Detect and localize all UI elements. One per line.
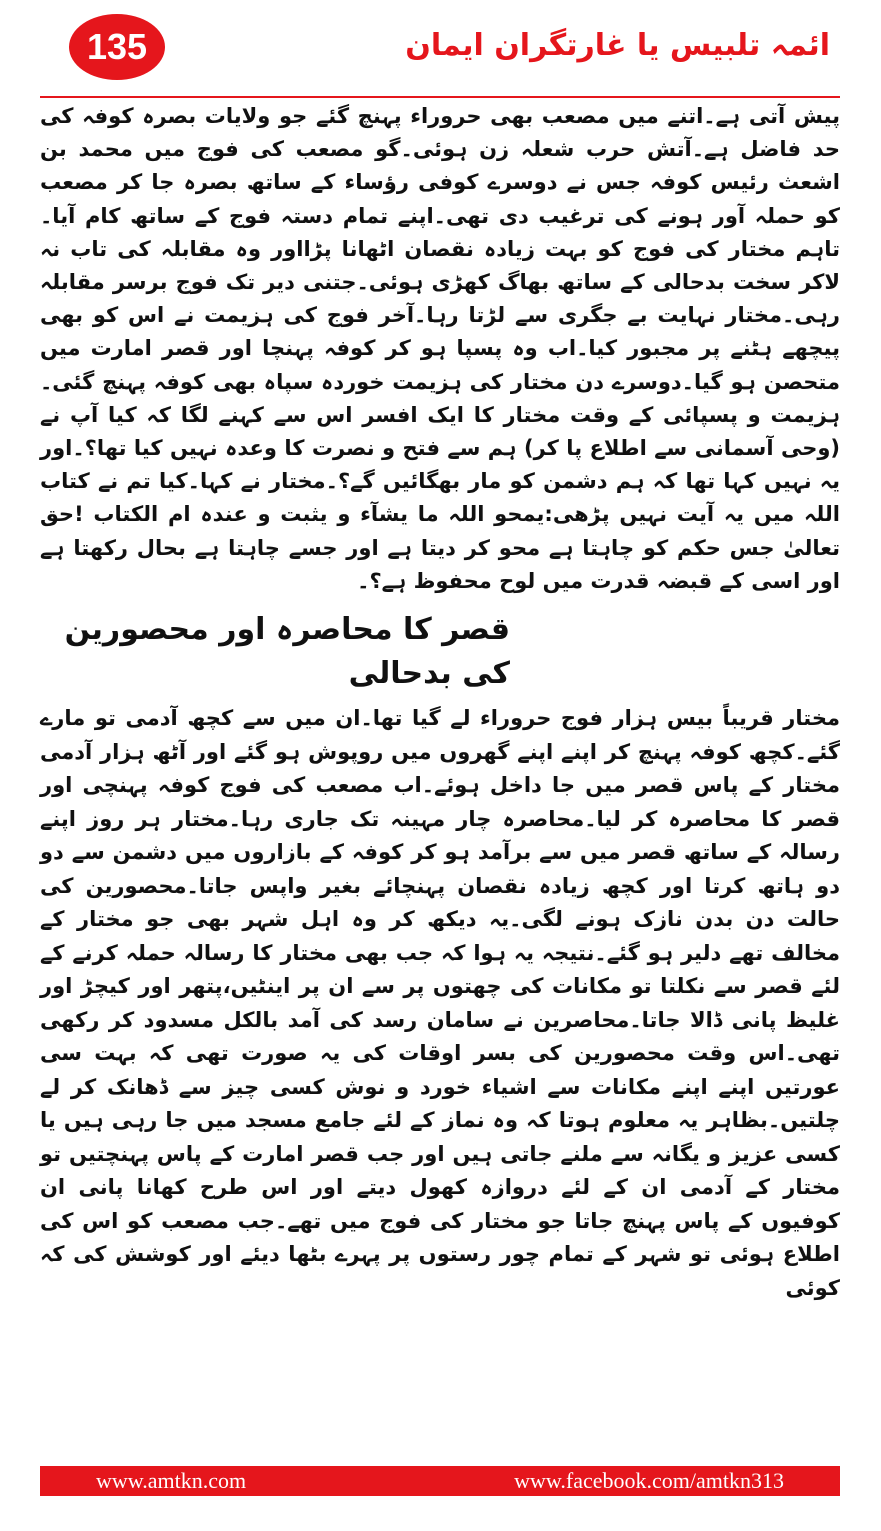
footer-bar bbox=[40, 1466, 840, 1496]
book-title: ائمہ تلبیس یا غارتگران ایمان bbox=[405, 28, 830, 63]
page-number-badge: 135 bbox=[69, 14, 165, 80]
facebook-link[interactable]: www.facebook.com/amtkn313 bbox=[514, 1468, 784, 1493]
page-header bbox=[40, 0, 840, 100]
body-paragraph: پیش آتی ہے۔اتنے میں مصعب بھی حروراء پہنچ گئے جو ولایات بصرہ کوفہ کی حد فاضل ہے۔آتش حرب شعلہ زن ہوئی۔گو مصعب کی فوج میں محمد بن اشعث رئیس کوفہ جس نے دوسرے کوفی رؤساء کے ساتھ بصرہ جا کر مصعب کو حملہ آور ہونے کی ترغیب دی تھی۔اپنے تمام دستہ فوج کے ساتھ کام آیا۔تاہم مختار کی فوج کو بہت زیادہ نقصان اٹھانا پڑااور وہ مقابلہ کی تاب نہ لاکر سخت بدحالی کے ساتھ بھاگ کھڑی ہوئی۔جتنی دیر تک فوج برسر مقابلہ رہی۔مختار نہایت بے جگری سے لڑتا رہا۔آخر فوج کی ہزیمت نے اس کو بھی پیچھے ہٹنے پر مجبور کیا۔اب وہ پسپا ہو کر کوفہ پہنچا اور قصر امارت میں متحصن ہو گیا۔دوسرے دن مختار کی ہزیمت خوردہ سپاہ بھی کوفہ پہنچ گئی۔ہزیمت و پسپائی کے وقت مختار کا ایک افسر اس سے کہنے لگا کہ کیا آپ نے (وحی آسمانی سے اطلاع پا کر) ہم سے فتح و نصرت کا وعدہ نہیں کیا تھا؟۔اور یہ نہیں کہا تھا کہ ہم دشمن کو مار بھگائیں گے؟۔مختار نے کہا۔کیا تم نے کتاب اللہ میں یہ آیت نہیں پڑھی:یمحو اللہ ما یشآء و یثبت و عندہ ام الکتاب !حق تعالیٰ جس حکم کو چاہتا ہے محو کر دیتا ہے اور جسے چاہتا ہے بحال رکھتا ہے اور اسی کے قبضہ قدرت میں لوح محفوظ ہے؟۔ bbox=[40, 104, 840, 593]
header-divider bbox=[40, 96, 840, 98]
section-heading: قصر کا محاصرہ اور محصورین کی بدحالی bbox=[64, 612, 510, 692]
page-body bbox=[40, 100, 840, 1305]
body-paragraph: مختار قریباً بیس ہزار فوج حروراء لے گیا تھا۔ان میں سے کچھ آدمی تو مارے گئے۔کچھ کوفہ پہنچ کر اپنے اپنے گھروں میں روپوش ہو گئے اور آٹھ ہزار آدمی مختار کے پاس قصر میں جا داخل ہوئے۔اب مصعب کی فوج کوفہ پہنچی اور قصر کا محاصرہ کر لیا۔محاصرہ چار مہینہ تک جاری رہا۔مختار ہر روز اپنے رسالہ کے ساتھ قصر میں سے برآمد ہو کر کوفہ کے بازاروں میں دشمن سے دو دو ہاتھ کرتا اور کچھ زیادہ نقصان پہنچائے بغیر واپس جاتا۔محصورین کی حالت دن بدن نازک ہونے لگی۔یہ دیکھ کر وہ اہل شہر بھی جو مختار کے مخالف تھے دلیر ہو گئے۔نتیجہ یہ ہوا کہ جب بھی مختار کا رسالہ حملہ کرنے کے لئے قصر سے نکلتا تو مکانات کی چھتوں پر سے ان پر اینٹیں،پتھر اور کیچڑ اور غلیظ پانی ڈالا جاتا۔محاصرین نے سامان رسد کی آمد بالکل مسدود کر رکھی تھی۔اس وقت محصورین کی بسر اوقات کی یہ صورت تھی کہ بہت سی عورتیں اپنے اپنے مکانات سے اشیاء خورد و نوش کسی چیز سے ڈھانک کر لے چلتیں۔بظاہر یہ معلوم ہوتا کہ وہ نماز کے لئے جامع مسجد میں جا رہی ہیں یا کسی عزیز و یگانہ سے ملنے جاتی ہیں اور جب قصر امارت کے پاس پہنچتیں تو مختار کے آدمی ان کے لئے دروازہ کھول دیتے اور اس طرح کھانا پانی ان کوفیوں کے پاس پہنچ جاتا جو مختار کی فوج میں تھے۔جب مصعب کو اس کی اطلاع ہوئی تو شہر کے تمام چور رستوں پر پہرے بٹھا دیئے اور کوشش کی کہ کوئی bbox=[40, 706, 840, 1300]
website-link[interactable]: www.amtkn.com bbox=[96, 1468, 247, 1493]
